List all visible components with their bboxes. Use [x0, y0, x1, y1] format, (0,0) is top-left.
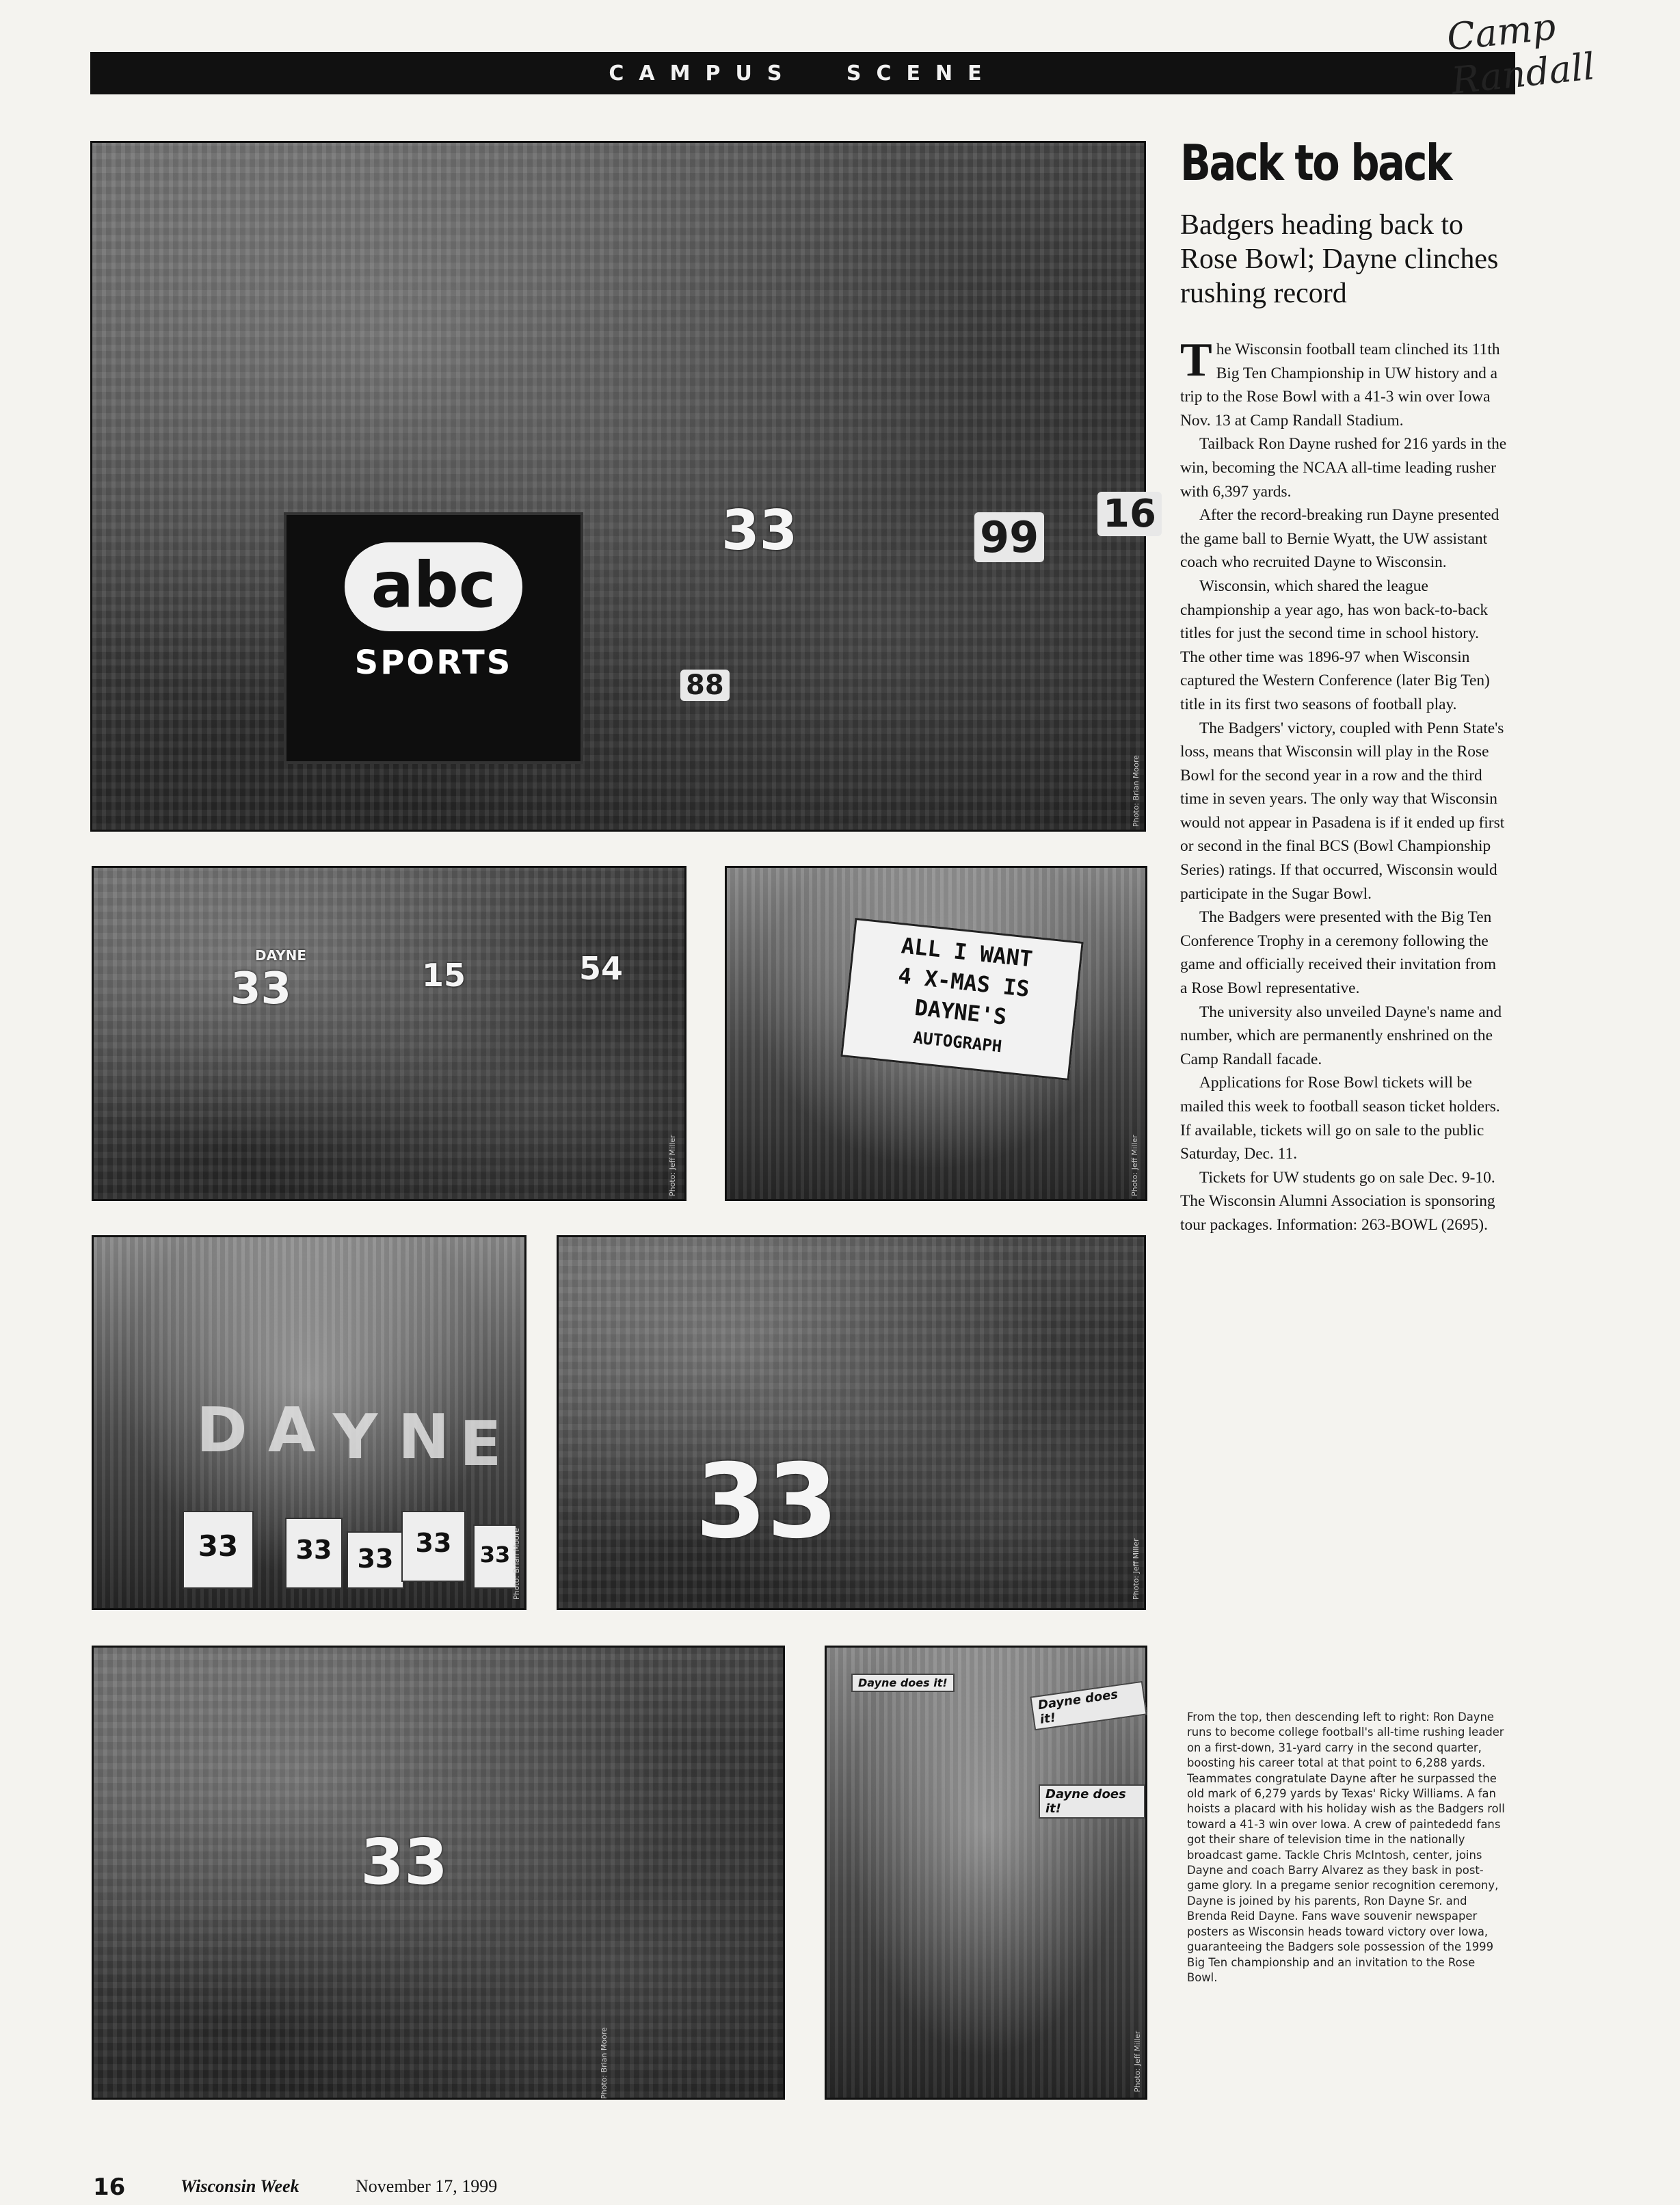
photo-credit: Photo: Brian Moore — [512, 1528, 521, 1600]
publication-name: Wisconsin Week — [181, 2176, 299, 2196]
fan-placard — [840, 918, 1083, 1081]
photo-credit: Photo: Jeff Miller — [1130, 1135, 1139, 1196]
body-paint-letter: Y — [333, 1401, 378, 1473]
photo-senior-recognition — [92, 1646, 785, 2100]
jersey-name: DAYNE — [255, 947, 307, 964]
drop-cap: T — [1180, 334, 1212, 386]
body-paint-letter: N — [398, 1401, 450, 1473]
deck: Badgers heading back to Rose Bowl; Dayne clinches rushing record — [1180, 209, 1499, 309]
photo-teammates-congratulate — [92, 866, 686, 1201]
photo-credit: Photo: Jeff Miller — [668, 1135, 677, 1196]
publication-date: November 17, 1999 — [356, 2176, 498, 2196]
page-number: 16 — [93, 2174, 126, 2201]
number-banner: 33 — [473, 1524, 517, 1589]
photo-caption: From the top, then descending left to right: Ron Dayne runs to become college football's all-time rushing leader on a first-down, 31-yard carry in the second quarter, boosting his career total at that point to 6,288 yards. Teammates congratulate Dayne after he surpassed the old mark of 6,279 yards by Texas' Ricky Williams. A fan hoists a placard with his holiday wish as the Badgers roll toward a 41-3 win over Iowa. A crew of paintededd fans got their share of television time in the nationally broadcast game. Tackle Chris McIntosh, center, joins Dayne and coach Barry Alvarez as they bask in post-game glory. In a pregame senior recognition ceremony, Dayne is joined by his parents, Ron Dayne Sr. and Brenda Reid Dayne. Fans wave souvenir newspaper posters as Wisconsin heads toward victory over Iowa, guaranteeing the Badgers sole possession of the 1999 Big Ten championship and an invitation to the Rose Bowl. — [1187, 1711, 1505, 1984]
jersey-number: 16 — [1097, 492, 1162, 536]
article-paragraph: Wisconsin, which shared the league championship a year ago, has won back-to-back titles for just the second time in school history. The other time was 1896-97 when Wisconsin captured the Western Conference (later Big Ten) title in its first two seasons of football play. — [1180, 577, 1490, 713]
photo-credit: Photo: Jeff Miller — [1132, 1538, 1141, 1600]
article-paragraph: The Badgers were presented with the Big Ten Conference Trophy in a ceremony following the game and officially received their invitation from a Rose Bowl representative. — [1180, 908, 1497, 998]
jersey-number: 33 — [230, 964, 292, 1014]
article-body — [1180, 334, 1507, 1237]
abc-logo: abc — [345, 542, 522, 631]
newspaper-poster: Dayne does it! — [1030, 1681, 1147, 1731]
article-paragraph: The university also unveiled Dayne's name and number, which are permanently enshrined on the Camp Randall facade. — [1180, 1003, 1502, 1068]
placard-line: AUTOGRAPH — [912, 1027, 1003, 1057]
photo-fan-placard — [725, 866, 1147, 1201]
jersey-number: 88 — [680, 670, 730, 701]
number-banner: 33 — [285, 1518, 343, 1589]
photo-credit: Photo: Brian Moore — [600, 2027, 609, 2099]
article-paragraph: Tickets for UW students go on sale Dec. 9-10. The Wisconsin Alumni Association is sponsoring tour packages. Information: 263-BOWL (2695). — [1180, 1168, 1495, 1234]
photo-painted-fans — [92, 1235, 526, 1610]
body-paint-letter: A — [268, 1395, 316, 1466]
jersey-number: 33 — [695, 1442, 838, 1561]
photo-credit: Photo: Brian Moore — [1132, 755, 1141, 827]
section-banner-label: CAMPUS SCENE — [609, 61, 997, 85]
number-banner: 33 — [183, 1511, 254, 1589]
article-paragraph: After the record-breaking run Dayne presented the game ball to Bernie Wyatt, the UW assistant coach who recruited Dayne to Wisconsin. — [1180, 506, 1499, 572]
headline: Back to back — [1180, 134, 1451, 192]
photo-postgame-glory — [557, 1235, 1146, 1610]
jersey-number: 54 — [579, 950, 624, 987]
body-paint-letter: D — [196, 1395, 248, 1466]
photo-credit: Photo: Jeff Miller — [1133, 2031, 1142, 2092]
abc-sports-sign — [284, 512, 583, 764]
jersey-number: 33 — [360, 1825, 449, 1899]
jersey-number: 15 — [422, 957, 466, 994]
jersey-number: 99 — [974, 512, 1044, 562]
photo-newspaper-posters — [825, 1646, 1147, 2100]
placard-line: 4 X-MAS IS — [896, 962, 1031, 1003]
article-paragraph: The Badgers' victory, coupled with Penn State's loss, means that Wisconsin will play in the Rose Bowl for the second year in a row and the third time in seven years. The only way that Wisconsin would not appear in Pasadena is if it ended up first or second in the final BCS (Bowl Championship Series) ratings. If that occurred, Wisconsin would participate in the Sugar Bowl. — [1180, 719, 1505, 903]
article-paragraph: The Wisconsin football team clinched its 11th Big Ten Championship in UW history and a trip to the Rose Bowl with a 41-3 win over Iowa Nov. 13 at Camp Randall Stadium. — [1180, 334, 1500, 430]
handwritten-note: Camp Randall — [1445, 5, 1597, 103]
section-banner — [90, 52, 1515, 94]
number-banner: 33 — [347, 1531, 404, 1589]
jersey-number: 33 — [721, 499, 798, 562]
placard-line: ALL I WANT — [900, 932, 1034, 973]
newspaper-poster: Dayne does it! — [1039, 1784, 1145, 1819]
abc-sports-text: SPORTS — [354, 644, 513, 682]
body-paint-letter: E — [459, 1408, 502, 1480]
photo-dayne-record-run — [90, 141, 1156, 832]
article-paragraph: Tailback Ron Dayne rushed for 216 yards in the win, becoming the NCAA all-time leading rusher with 6,397 yards. — [1180, 435, 1507, 501]
placard-line: DAYNE'S — [913, 994, 1009, 1030]
newspaper-poster: Dayne does it! — [851, 1674, 955, 1692]
article-paragraph: Applications for Rose Bowl tickets will be mailed this week to football season ticket holders. If available, tickets will go on sale to the public Saturday, Dec. 11. — [1180, 1074, 1500, 1163]
number-banner: 33 — [401, 1511, 466, 1582]
